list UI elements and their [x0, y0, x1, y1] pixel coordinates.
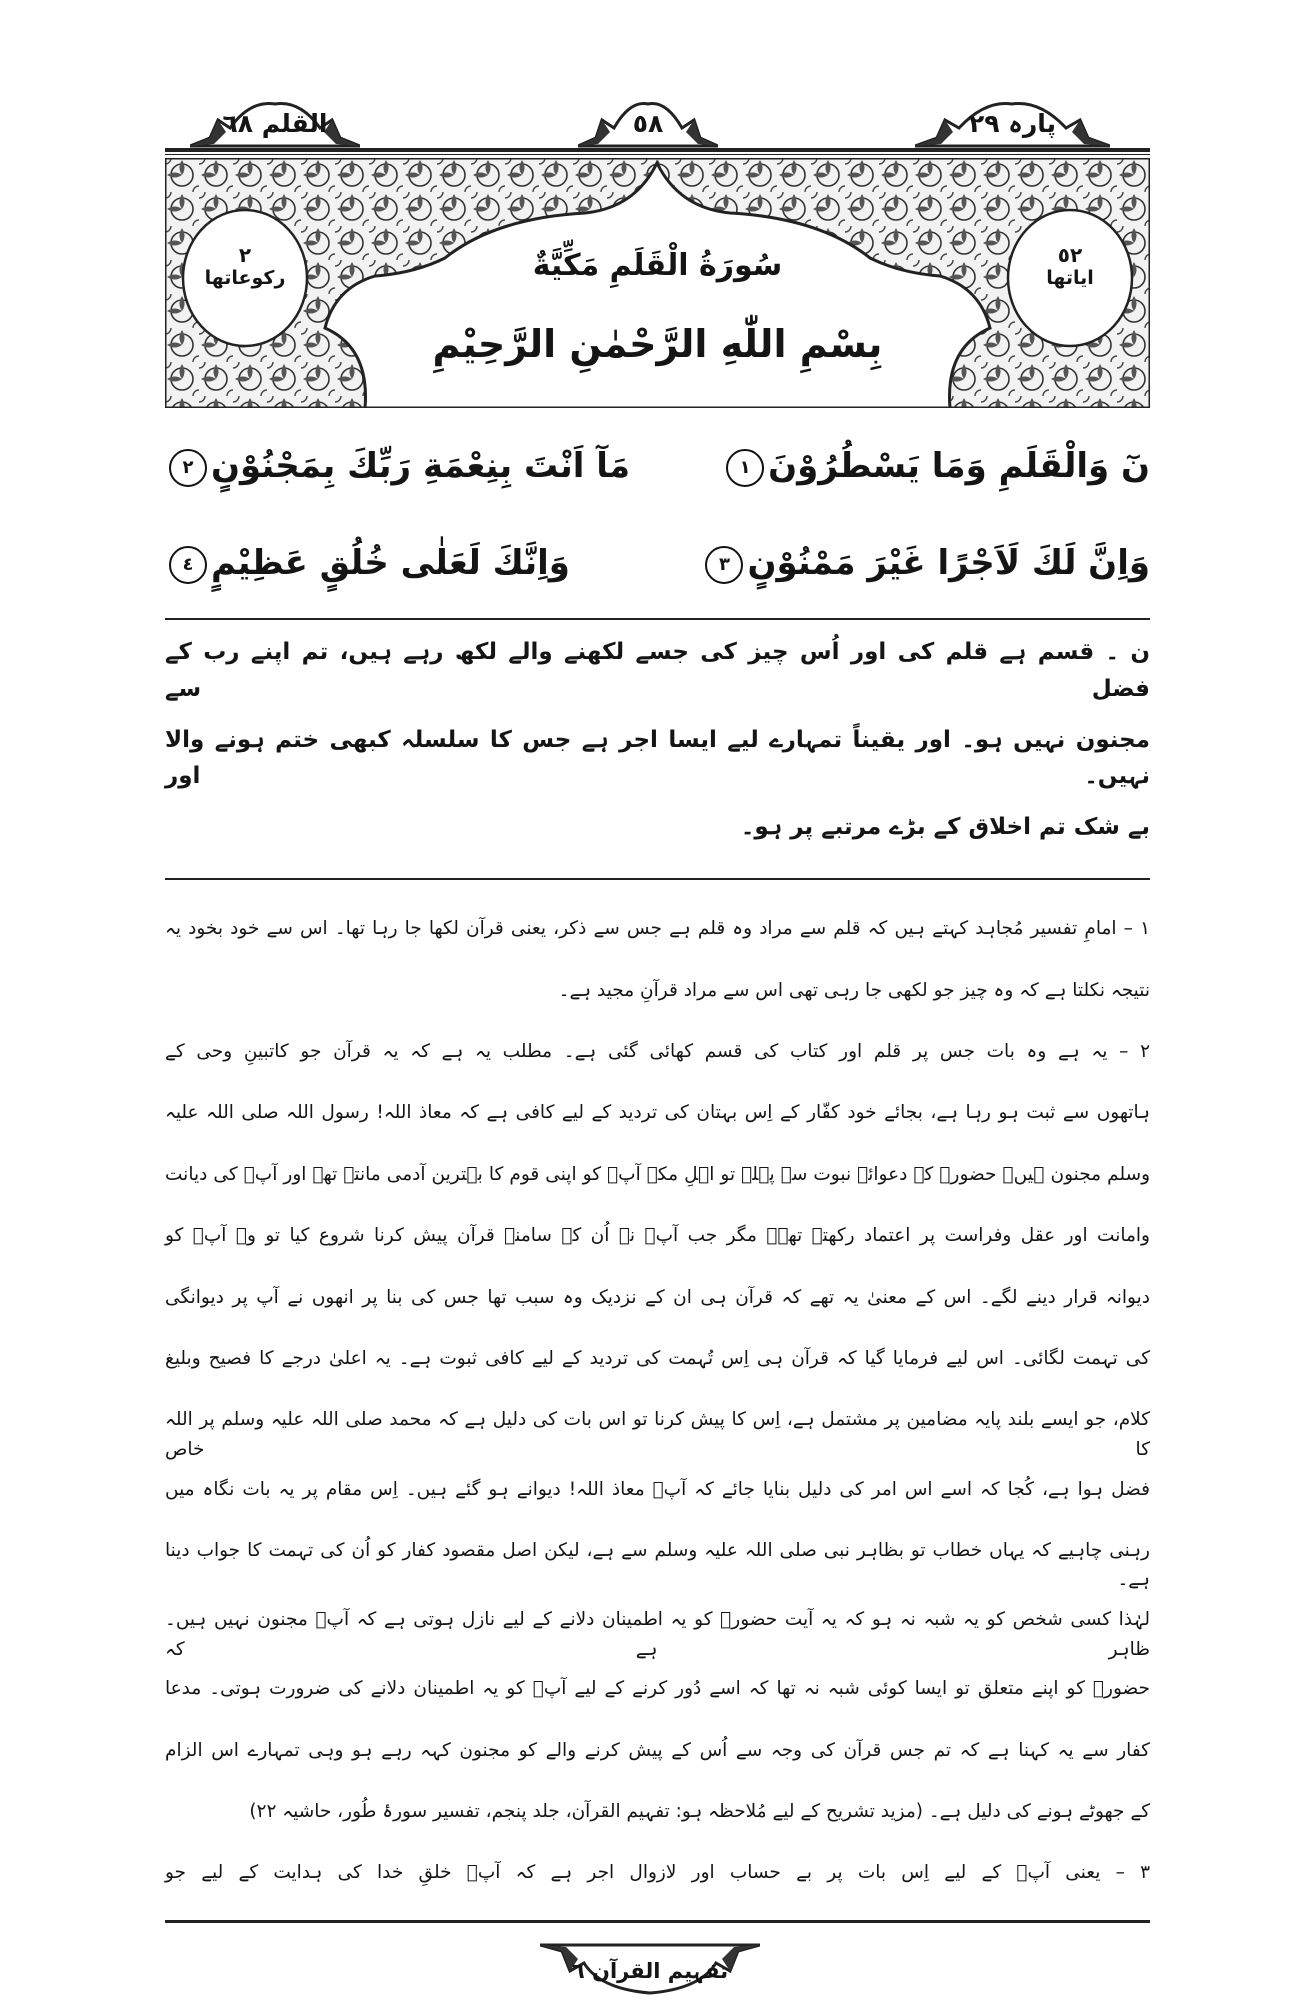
footnote-line: ۲ – یہ ہے وہ بات جس پر قلم اور کتاب کی قسم کھائی گئی ہے۔ مطلب یہ ہے کہ یہ قرآن جو کاتبینِ وحی کے	[165, 1040, 1150, 1062]
verse-text: مَآ اَنْتَ بِنِعْمَةِ رَبِّكَ بِمَجْنُوْنٍ٢	[165, 446, 630, 487]
para-label: پارہ ٢٩	[968, 108, 1057, 138]
footnote-line: کی تہمت لگائی۔ اس لیے فرمایا گیا کہ قرآن ہی اِس تُہمت کی تردید کے لیے کافی ثبوت ہے۔ یہ اعلیٰ درجے کا فصیح وبلیغ	[165, 1347, 1150, 1369]
rukus-label: رکوعاتها	[204, 267, 286, 289]
footnote-line: ۳ – یعنی آپؐ کے لیے اِس بات پر بے حساب اور لازوال اجر ہے کہ آپؐ خلقِ خدا کی ہدایت کے لیے جو	[165, 1862, 1150, 1884]
para-cartouche	[915, 98, 1110, 148]
footer-rule	[165, 1920, 1150, 1923]
footnote-line: فضل ہوا ہے، کُجا کہ اسے اس امر کی دلیل بنایا جائے کہ آپؐ معاذ اللہ! دیوانے ہو گئے ہیں۔ اِس مقام پر یہ بات نگاہ میں	[165, 1478, 1150, 1500]
footnote-line: حضورؐ کو اپنے متعلق تو ایسا کوئی شبہ نہ تھا کہ اسے دُور کرنے کے لیے آپؐ کو یہ اطمینان دلانے کی ضرورت ہوتی۔ مدعا	[165, 1678, 1150, 1700]
ornamental-surah-frame	[165, 158, 1150, 408]
footnote-line: کلام، جو ایسے بلند پایہ مضامین پر مشتمل ہے، اِس کا پیش کرنا تو اس بات کی دلیل ہے کہ محمد صلی اللہ علیہ وسلم پر اللہ کا خاص	[165, 1409, 1150, 1460]
surah-header-cartouche	[190, 98, 360, 148]
ayat-count: ٥٢	[1057, 243, 1083, 267]
ayah-marker: ١	[726, 449, 764, 487]
ayah-marker: ٣	[705, 546, 743, 584]
verse-line	[165, 515, 1150, 612]
verse-text: وَاِنَّكَ لَعَلٰى خُلُقٍ عَظِيْمٍ٤	[165, 543, 570, 584]
translation-line: مجنون نہیں ہو۔ اور یقیناً تمہارے لیے ایسا اجر ہے جس کا سلسلہ کبھی ختم ہونے والا نہیں۔ اور	[165, 726, 1150, 790]
book-label: تفہیم القرآن ٦	[571, 1958, 729, 1983]
rukus-count: ٢	[238, 243, 252, 267]
rukus-medallion	[190, 243, 300, 289]
footnotes	[165, 904, 1150, 1910]
translation-divider	[165, 878, 1150, 880]
surah-title: سُورَةُ الْقَلَمِ مَكِّيَّةٌ	[532, 248, 783, 283]
surah-label: القلم ٦٨	[222, 108, 328, 138]
translation-line: بے شک تم اخلاق کے بڑے مرتبے پر ہو۔	[740, 814, 1150, 841]
footnote-line: رہنی چاہیے کہ یہاں خطاب تو بظاہر نبی صلی اللہ علیہ وسلم سے ہے، لیکن اصل مقصود کفار کو اُن کی تہمت کا جواب دینا ہے۔	[165, 1539, 1150, 1591]
translation-line: ن ۔ قسم ہے قلم کی اور اُس چیز کی جسے لکھنے والے لکھ رہے ہیں، تم اپنے رب کے فضل سے	[165, 639, 1150, 702]
ayat-label: اياتها	[1046, 267, 1094, 289]
verse-line	[165, 418, 1150, 515]
page-number: ٥٨	[632, 108, 664, 138]
footer	[165, 1937, 1150, 2007]
footer-cartouche	[540, 1943, 760, 1999]
verse-text: وَاِنَّ لَكَ لَاَجْرًا غَيْرَ مَمْنُوْنٍ٣	[701, 543, 1150, 584]
footnote-line: وامانت اور عقل وفراست پر اعتماد رکھتے تھے۔ مگر جب آپؐ نے اُن کے سامنے قرآن پیش کرنا شروع کیا تو وہ آپؐ کو	[165, 1225, 1150, 1247]
footnote-line: لہٰذا کسی شخص کو یہ شبہ نہ ہو کہ یہ آیت حضورؐ کو یہ اطمینان دلانے کے لیے نازل ہوتی ہے کہ آپؐ مجنون نہیں ہیں۔ ظاہر ہے کہ	[165, 1609, 1150, 1660]
verse-text: نٓ وَالْقَلَمِ وَمَا يَسْطُرُوْنَ١	[722, 446, 1150, 487]
footnote-line: دیوانہ قرار دینے لگے۔ اس کے معنیٰ یہ تھے کہ قرآن ہی ان کے نزدیک وہ سبب تھا جس کی بنا پر انھوں نے آپ پر دیوانگی	[165, 1286, 1150, 1308]
footnote-line: نتیجہ نکلتا ہے کہ وہ چیز جو لکھی جا رہی تھی اس سے مراد قرآنِ مجید ہے۔	[558, 979, 1150, 1001]
page-number-cartouche	[578, 98, 718, 148]
ayah-marker: ٤	[169, 546, 207, 584]
ayah-marker: ٢	[169, 449, 207, 487]
footnote-line: ۱ – امامِ تفسیر مُجاہد کہتے ہیں کہ قلم سے مراد وہ قلم ہے جس سے ذکر، یعنی قرآن لکھا جا رہا تھا۔ اس سے خود بخود یہ	[165, 918, 1150, 940]
header-rule	[165, 148, 1150, 152]
header-rule-thin	[165, 154, 1150, 155]
ayat-medallion	[1015, 243, 1125, 289]
bismillah: بِسْمِ اللّٰهِ الرَّحْمٰنِ الرَّحِيْمِ	[432, 322, 883, 366]
footnote-line: کے جھوٹے ہونے کی دلیل ہے۔ (مزید تشریح کے لیے مُلاحظہ ہو: تفہیم القرآن، جلد پنجم، تفسیر سورۂ طُور، حاشیہ ۲۲)	[249, 1801, 1150, 1823]
page-body	[165, 418, 1150, 2007]
footnote-line: ہاتھوں سے ثبت ہو رہا ہے، بجائے خود کفّار کے اِس بہتان کی تردید کے لیے کافی ہے کہ معاذ اللہ! رسول اللہ صلی اللہ علیہ	[165, 1102, 1150, 1124]
footnote-line: وسلم مجنون ہیں۔ حضورؐ کے دعوائے نبوت سے پہلے تو اہلِ مکہ آپؐ کو اپنی قوم کا بہترین آدمی مانتے تھے اور آپؐ کی دیانت	[165, 1163, 1150, 1185]
footnote-line: کفار سے یہ کہنا ہے کہ تم جس قرآن کی وجہ سے اُس کے پیش کرنے والے کو مجنون کہہ رہے ہو وہی تمہارے اس الزام	[165, 1739, 1150, 1761]
